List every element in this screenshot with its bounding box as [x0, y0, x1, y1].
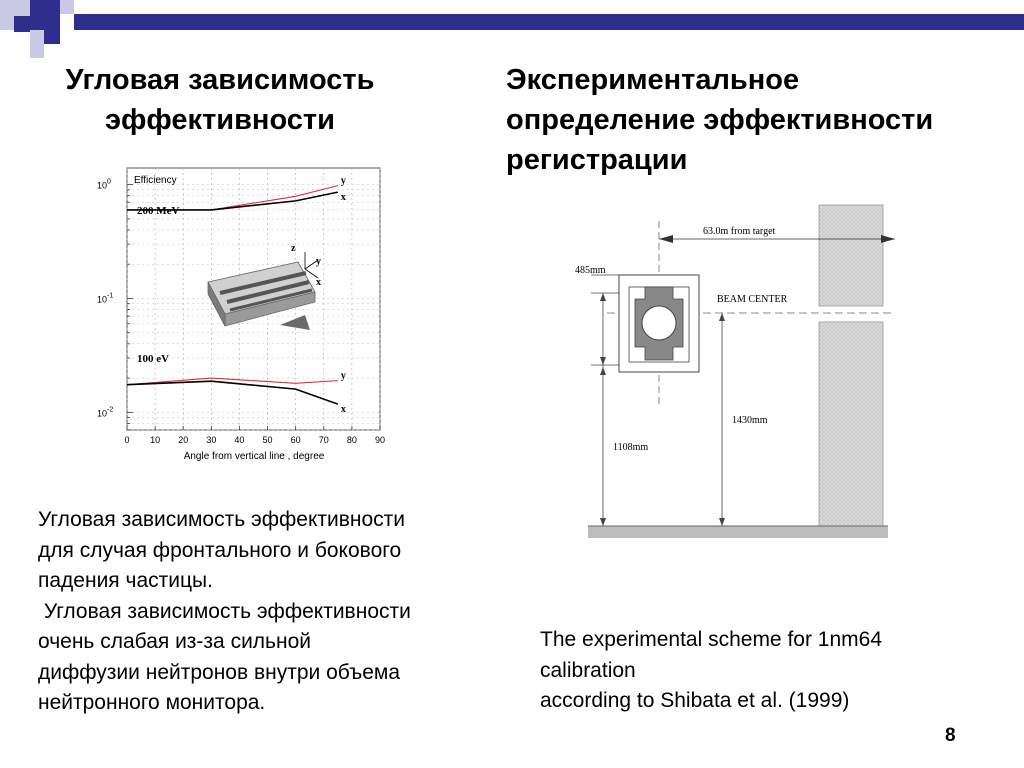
- y-tick-label: $10^{-1}$: [97, 292, 114, 305]
- series-end-label: y: [340, 370, 346, 382]
- description-line: calibration: [540, 658, 636, 682]
- series-end-label: x: [340, 192, 346, 204]
- beam-center-label: BEAM CENTER: [717, 294, 788, 305]
- right-title: [506, 60, 1021, 180]
- right-title-line: регистрации: [506, 144, 688, 176]
- description-line: падения частицы.: [38, 569, 213, 592]
- left-title: [20, 60, 420, 140]
- axis-y-label: y: [316, 256, 321, 267]
- axis-z-label: z: [291, 243, 296, 254]
- slide-decoration: [0, 0, 1024, 60]
- group-label-200mev: 200 MeV: [137, 205, 180, 217]
- shield-wall-upper: [819, 205, 883, 306]
- description-line: очень слабая из-за сильной: [38, 630, 311, 653]
- deco-square: [44, 30, 60, 44]
- from-target-label: 63.0m from target: [703, 226, 776, 237]
- efficiency-chart: [90, 160, 400, 470]
- deco-square: [30, 44, 44, 58]
- page-number: 8: [945, 725, 956, 746]
- dimension-1430-label: 1430mm: [732, 415, 768, 426]
- y-tick-label: $10^{-2}$: [97, 406, 114, 419]
- description-line: нейтронного монитора.: [38, 691, 266, 714]
- deco-square: [60, 0, 74, 14]
- x-tick-label: 60: [290, 435, 301, 445]
- x-tick-label: 10: [150, 435, 161, 445]
- dimension-1108-label: 1108mm: [613, 442, 649, 453]
- left-title-line: эффективности: [105, 104, 335, 136]
- x-tick-label: 90: [374, 435, 386, 445]
- x-tick-label: 30: [206, 435, 217, 445]
- right-title-line: Экспериментальное: [506, 64, 800, 96]
- description-line: для случая фронтального и бокового: [38, 538, 402, 562]
- left-description: [38, 505, 508, 719]
- monitor-counter-tube: [642, 306, 676, 340]
- x-tick-label: 0: [124, 435, 130, 445]
- deco-bar: [74, 14, 1024, 30]
- x-tick-label: 50: [262, 435, 273, 445]
- deco-square: [30, 0, 60, 30]
- experimental-scheme: [555, 195, 915, 550]
- y-tick-label: $10^0$: [97, 178, 111, 191]
- description-line: диффузии нейтронов внутри объема: [38, 660, 401, 684]
- right-description: [540, 625, 1000, 717]
- right-title-line: определение эффективности: [506, 104, 934, 136]
- floor: [588, 526, 888, 538]
- x-tick-label: 20: [178, 435, 189, 445]
- description-line: Угловая зависимость эффективности: [38, 508, 406, 531]
- left-title-line: Угловая зависимость: [65, 64, 375, 96]
- chart-title: Efficiency: [134, 175, 177, 186]
- description-line: Угловая зависимость эффективности: [38, 599, 411, 623]
- series-end-label: y: [340, 175, 346, 187]
- x-axis-title: Angle from vertical line , degree: [183, 451, 325, 462]
- description-line: according to Shibata et al. (1999): [540, 689, 850, 712]
- group-label-100ev: 100 eV: [137, 353, 170, 365]
- axis-x-label: x: [316, 277, 321, 288]
- x-tick-label: 40: [234, 435, 245, 445]
- x-tick-label: 70: [318, 435, 329, 445]
- description-line: The experimental scheme for 1nm64: [540, 628, 882, 651]
- series-end-label: x: [340, 404, 346, 416]
- deco-square: [30, 30, 44, 44]
- dimension-485-label: 485mm: [575, 265, 606, 276]
- x-tick-label: 80: [346, 435, 357, 445]
- shield-wall-lower: [819, 322, 883, 528]
- deco-square: [14, 16, 30, 32]
